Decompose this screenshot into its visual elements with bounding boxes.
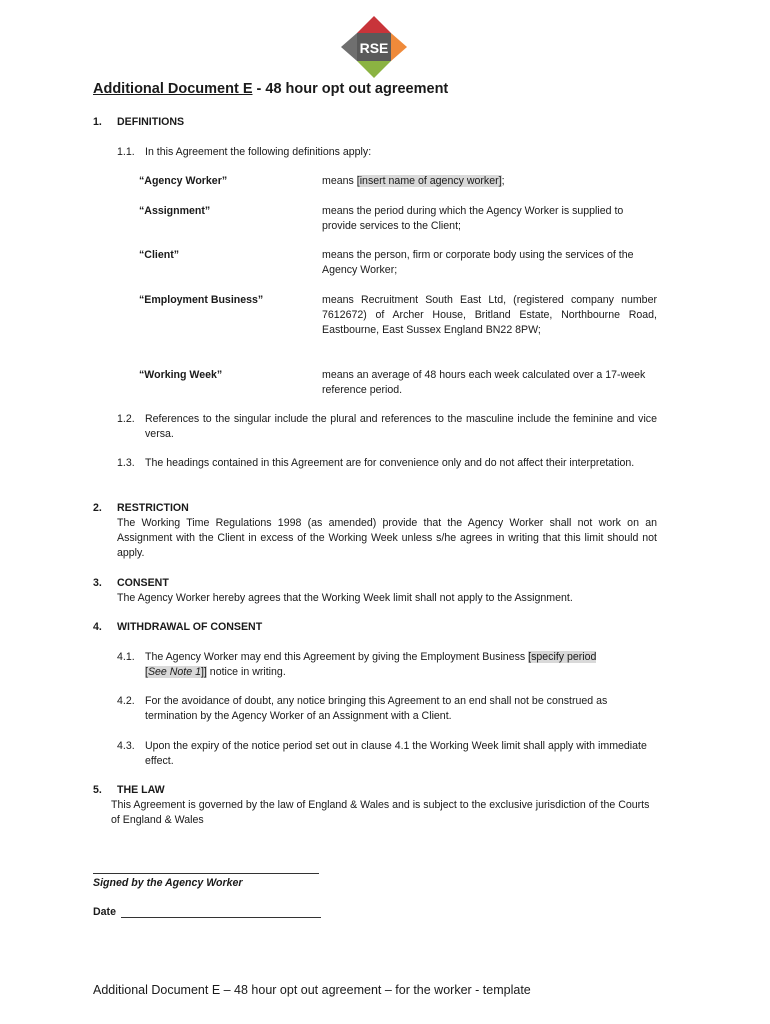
title-underlined: Additional Document E [93, 81, 253, 97]
date-label: Date [93, 906, 116, 918]
section-4-number: 4. [93, 621, 102, 633]
definition-term: “Client” [139, 249, 180, 261]
section-5-number: 5. [93, 784, 102, 796]
clause-1-2-text: References to the singular include the plural and references to the masculine include the feminine and vice versa. [145, 413, 657, 440]
clause-1-1-text: In this Agreement the following definitions apply: [145, 146, 372, 158]
logo-text: RSE [359, 40, 389, 56]
clause-1-3-text: The headings contained in this Agreement are for convenience only and do not affect their interpretation. [145, 457, 635, 469]
page-title [93, 81, 448, 97]
placeholder-field: [insert name of agency worker] [356, 175, 502, 187]
signature-line[interactable] [93, 873, 319, 874]
clause-4-1-text: The Agency Worker may end this Agreement by giving the Employment Business [specify period [See Note 1]] notice in writing. [145, 651, 597, 678]
clause-1-2-number: 1.2. [117, 413, 135, 425]
section-3-heading: CONSENT [117, 577, 169, 589]
clause-4-1-number: 4.1. [117, 651, 135, 663]
section-2-heading: RESTRICTION [117, 502, 189, 514]
section-5-text: This Agreement is governed by the law of England & Wales and is subject to the exclusive jurisdiction of the Courts of England & Wales [111, 799, 650, 826]
company-logo [341, 16, 407, 78]
clause-4-3-text: Upon the expiry of the notice period set out in clause 4.1 the Working Week limit shall apply with immediate effect. [145, 740, 647, 767]
section-1-heading: DEFINITIONS [117, 116, 185, 128]
section-4-heading: WITHDRAWAL OF CONSENT [117, 621, 263, 633]
definition-text: means [insert name of agency worker]; [322, 175, 505, 187]
placeholder-field: [See Note 1]] [145, 666, 207, 678]
definition-text: means an average of 48 hours each week calculated over a 17-week reference period. [322, 369, 646, 396]
definition-text: means the period during which the Agency Worker is supplied to provide services to the Client; [322, 205, 624, 232]
definition-term: “Employment Business” [139, 294, 264, 306]
section-5-heading: THE LAW [117, 784, 165, 796]
section-3-number: 3. [93, 577, 102, 589]
title-rest: - 48 hour opt out agreement [252, 81, 449, 97]
date-line[interactable] [121, 917, 321, 918]
page-footer: Additional Document E – 48 hour opt out agreement – for the worker - template [93, 983, 531, 997]
clause-4-2-number: 4.2. [117, 695, 135, 707]
section-2-number: 2. [93, 502, 102, 514]
definition-term: “Agency Worker” [139, 175, 228, 187]
clause-4-2-text: For the avoidance of doubt, any notice bringing this Agreement to an end shall not be construed as termination by the Agency Worker of an Assignment with a Client. [145, 695, 608, 722]
definition-text: means Recruitment South East Ltd, (registered company number 7612672) of Archer House, Britland Estate, Northbourne Road, Eastbourne, East Sussex England BN22 8PW; [322, 294, 657, 336]
definition-term: “Assignment” [139, 205, 211, 217]
definition-text: means the person, firm or corporate body using the services of the Agency Worker; [322, 249, 634, 276]
clause-1-1-number: 1.1. [117, 146, 135, 158]
section-2-text: The Working Time Regulations 1998 (as amended) provide that the Agency Worker shall not work on an Assignment with the Client in excess of the Working Week unless s/he agrees in writing that this limit should not apply. [117, 517, 657, 559]
clause-1-3-number: 1.3. [117, 457, 135, 469]
clause-4-3-number: 4.3. [117, 740, 135, 752]
section-1-number: 1. [93, 116, 102, 128]
signature-label: Signed by the Agency Worker [93, 877, 243, 889]
placeholder-field: [specify period [528, 651, 597, 663]
section-3-text: The Agency Worker hereby agrees that the Working Week limit shall not apply to the Assignment. [117, 592, 573, 604]
definition-term: “Working Week” [139, 369, 223, 381]
